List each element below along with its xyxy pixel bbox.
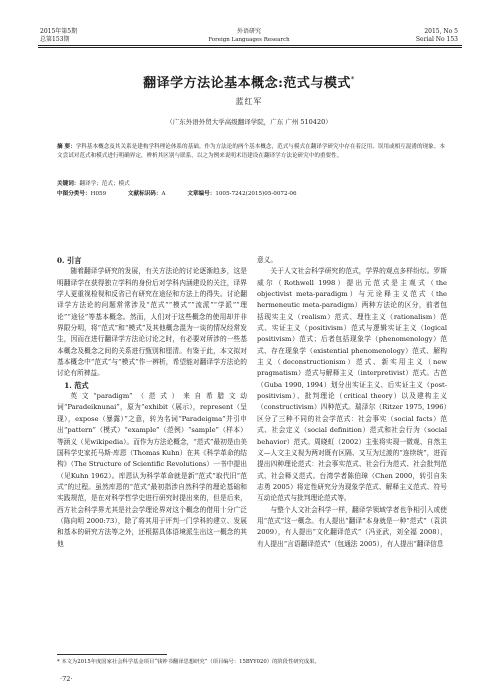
classification-row	[57, 190, 457, 198]
abstract	[57, 143, 447, 161]
abstract-text: 学科基本概念及其关系是建构学科理论体系的基础。作为方法论的两个基本概念，范式与模式在翻译学研究中存在着泛用、误用或相互混淆的现象。本文尝试对范式和模式进行明确界定，辨析其区别与联系，以之为例来说明术语建设在翻译学方法论研究中的重要性。	[57, 144, 445, 159]
header-rule	[38, 45, 462, 46]
keywords-text: 翻译学；范式；模式	[79, 181, 130, 187]
footnote-rule	[57, 654, 167, 655]
paragraph: 随着翻译学研究的发展，有关方法论的讨论逐渐趋多，这是明翻译学在获得独立学科的身份后对学科内涵建设的关注，译界学人更重视检视和反省已有研究在途径和方法上的得失。讨论翻译学方法论的问题常常涉及“范式”“模式”“流派”“学派”“理论”“途径”等基本概念。然而，人们对于这些概念的使用却并非界限分明，将“范式”和“模式”及其他概念混为一谈的情况经常发生，因而在进行翻译学方法论讨论之时，有必要对所涉的一些基本概念及概念之间的关系进行甄别和厘清。有鉴于此，本文拟对基本概念中“范式”与“模式”作一辨析，希望能对翻译学方法论的讨论有所裨益。	[57, 267, 247, 378]
article-no-value: 1005-7242(2015)05-0072-06	[215, 191, 297, 197]
abstract-label: 摘 要：	[57, 144, 76, 150]
paragraph: 与整个人文社会科学一样，翻译学领域学者也争相引入或使用“范式”这一概念。有人提出“翻译”本身就是一种“范式”（袁洪 2009），有人提出“文化翻译范式”（冯亚武，刘全福 2008），有人提出“言语翻译范式”（包通法 2005），有人提出“翻译信息	[257, 505, 447, 548]
author-name: 蓝红军	[235, 97, 263, 106]
clc-value: H059	[90, 191, 107, 197]
keywords	[57, 180, 457, 188]
keywords-label: 关键词：	[57, 181, 80, 187]
paragraph: 关于人文社会科学研究的范式，学界的观点多样纷纭。罗斯威尔（Rothwell 1998）提出元范式是主观式（the objectivist meta-paradigm）与元诠释主义范式（the hermeneutic meta-paradigm）两种方法论的区分，前者包括现实主义（realism）范式、理性主义（rationalism）范式、实证主义（positivism）范式与逻辑实证主义（logical positivism）范式；后者包括现象学（phenomenology）范式、存在现象学（existential phenomenology）范式、解构主义（deconstructionism）范式、新实用主义（new pragmatism）范式与解释主义（interpretivist）范式。古芭（Guba 1990, 1994）划分出实证主义、后实证主义（post-positivism）、批判理论（critical theory）以及建构主义（constructivism）四种范式。瑞泽尔（Ritzer 1975, 1996）区分了三种不同的社会学范式：社会事实（social facts）范式、社会定义（social definition）范式和社会行为（social behavior）范式。周晓虹（2002）主张将实现一微观、自然主义—人文主义视为两对既有区隔、又互为过渡的“连续统”，进而提出四种理论范式：社会事实范式、社会行为范式、社会批判范式、社会释义范式。台湾学者陈伯璋（Chen 2000，转引自朱志勇 2005）将定性研究分为现象学范式、解释主义范式、符号互动论范式与批判理论范式等。	[257, 267, 447, 503]
footnote: * 本文为2015年度国家社会科学基金项目“钱钟书翻译思想研究”（项目编号：15BYY020）的阶段性研究成果。	[57, 659, 320, 665]
clc-label: 中图分类号：	[57, 191, 91, 197]
page-number: ·72·	[60, 675, 73, 683]
body-column-right	[257, 255, 447, 550]
body-column-left	[57, 255, 247, 550]
article-no-label: 文章编号：	[187, 191, 216, 197]
journal-name-en: Foreign Languages Research	[208, 37, 290, 43]
title-footnote-mark: *	[350, 75, 355, 84]
paper-title-text: 翻译学方法论基本概念:范式与模式	[143, 76, 351, 91]
doc-code-label: 文献标识码：	[127, 191, 162, 197]
header-rule-thin	[38, 47, 462, 48]
serial-number-left: 总第153期	[40, 36, 70, 43]
paragraph: 意义。	[257, 256, 278, 264]
issue-number-right: 2015, No 5	[424, 28, 458, 35]
paragraph: 英文“paradigm”（范式）来自希腊文动词“Paradeiknunai”，原为“exhibit（展示），represent（呈现），expose（暴露）”之意，转为名词“Paradeigma”并引申出“pattern”（模式）“example”（范例）“sample”（样本）等涵义（见wikipedia）。而作为方法论概念，“范式”最初是由美国科学史家托马斯·库恩（Thomas Kuhn）在其《科学革命的结构》（The Structure of Scientific Revolutions）一书中提出（见Kuhn 1962）。库恩认为科学革命就是新“范式”取代旧“范式”的过程。虽然库恩的“范式”最初指涉自然科学的理论基础和实践规范，是在对科学哲学史进行研究时提出来的，但是后来，西方社会科学界尤其是社会学理论界对这个概念的借用十分广泛（陈向明 2000:73），除了将其用于评判一门学科的建立、发展和基本的研究方法等之外，还根据具体语境派生出这一概念的其他	[57, 392, 247, 548]
journal-name-cn: 外语研究	[236, 28, 261, 35]
paper-title	[0, 72, 498, 91]
serial-number-right: Serial No 153	[415, 36, 458, 43]
doc-code-value: A	[161, 191, 166, 197]
author-affiliation: （广东外语外贸大学高级翻译学院，广东 广州 510420）	[166, 118, 332, 126]
section-heading-paradigm: 1. 范式	[64, 380, 89, 390]
issue-number-left: 2015年第5期	[40, 28, 78, 35]
section-heading-intro: 0. 引言	[57, 256, 82, 265]
